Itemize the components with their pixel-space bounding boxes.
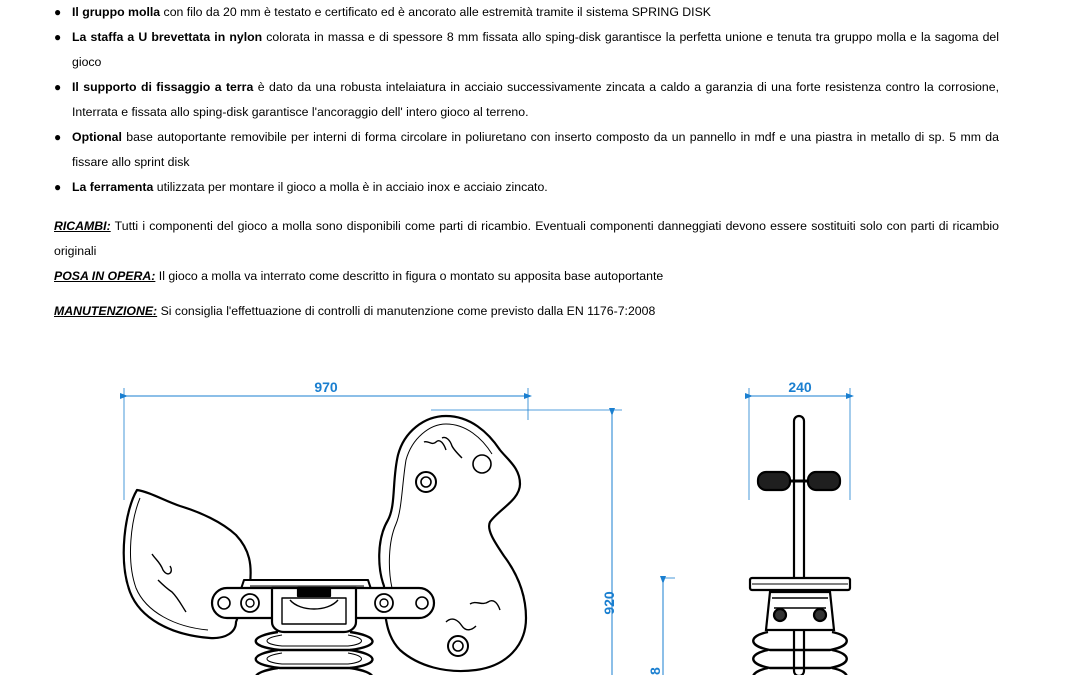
bullet-text: con filo da 20 mm è testato e certificato ed è ancorato alle estremità tramite il sistema SPRING DISK bbox=[160, 5, 711, 19]
bullet-dot-icon: ● bbox=[54, 180, 62, 194]
body-profile bbox=[794, 416, 804, 675]
bullet-item bbox=[54, 175, 999, 200]
bullet-bold: Optional bbox=[72, 130, 122, 144]
dimension-partial-label: 8 bbox=[647, 667, 663, 675]
body-inner-line bbox=[389, 424, 492, 588]
chick-side-view bbox=[750, 416, 850, 675]
technical-drawing bbox=[0, 360, 1080, 675]
bullet-bold: Il gruppo molla bbox=[72, 5, 161, 19]
bullet-bold: La ferramenta bbox=[72, 180, 154, 194]
feature-list bbox=[54, 0, 999, 200]
spring-front bbox=[256, 632, 373, 675]
bullet-item bbox=[54, 125, 999, 175]
bullet-dot-icon: ● bbox=[54, 130, 62, 144]
bullet-bold: La staffa a U brevettata in nylon bbox=[72, 30, 263, 44]
posa-heading: POSA IN OPERA: bbox=[54, 269, 156, 283]
bullet-text: colorata in massa e di spessore 8 mm fissata allo sping-disk garantisce la perfetta unione e tenuta tra gruppo molla e la sagoma del gioco bbox=[72, 30, 999, 69]
body-shape bbox=[379, 416, 526, 671]
ricambi-heading: RICAMBI: bbox=[54, 219, 111, 233]
bullet-item bbox=[54, 0, 999, 25]
eye-icon bbox=[473, 455, 491, 473]
ricambi-text: Tutti i componenti del gioco a molla sono disponibili come parti di ricambio. Eventuali componenti danneggiati devono essere sostituiti solo con parti di ricambio originali bbox=[54, 219, 999, 258]
bullet-dot-icon: ● bbox=[54, 80, 62, 94]
bullet-item bbox=[54, 75, 999, 125]
bullet-text: base autoportante removibile per interni di forma circolare in poliuretano con inserto composto da un pannello in mdf e una piastra in metallo di sp. 5 mm da fissare allo sprint disk bbox=[72, 130, 999, 169]
bullet-text: è dato da una robusta intelaiatura in acciaio successivamente zincata a caldo a garanzia di una forte resistenza contro la corrosione, Interrata e fissata allo sping-disk garantisce l'ancoraggio dell' intero gioco al terreno. bbox=[72, 80, 999, 119]
bullet-dot-icon: ● bbox=[54, 30, 62, 44]
dimension-height bbox=[431, 410, 675, 675]
manutenzione-text: Si consiglia l'effettuazione di controlli di manutenzione come previsto dalla EN 1176-7:2008 bbox=[157, 304, 656, 318]
bullet-text: utilizzata per montare il gioco a molla è in acciaio inox e acciaio zincato. bbox=[153, 180, 548, 194]
dimension-920-label: 920 bbox=[601, 591, 617, 615]
chick-front-view bbox=[124, 416, 526, 675]
dimension-240-label: 240 bbox=[788, 379, 812, 395]
ricambi-section bbox=[54, 214, 999, 264]
bullet-dot-icon: ● bbox=[54, 5, 62, 19]
posa-text: Il gioco a molla va interrato come descritto in figura o montato su apposita base autoportante bbox=[155, 269, 664, 283]
posa-section bbox=[54, 264, 999, 289]
manutenzione-heading: MANUTENZIONE: bbox=[54, 304, 158, 318]
bullet-item bbox=[54, 25, 999, 75]
bullet-bold: Il supporto di fissaggio a terra bbox=[72, 80, 254, 94]
foot-rest-hole bbox=[448, 636, 468, 656]
dimension-width-front bbox=[124, 379, 528, 500]
dimension-970-label: 970 bbox=[314, 379, 338, 395]
manutenzione-section bbox=[54, 299, 999, 324]
handle-hole-left bbox=[416, 472, 436, 492]
